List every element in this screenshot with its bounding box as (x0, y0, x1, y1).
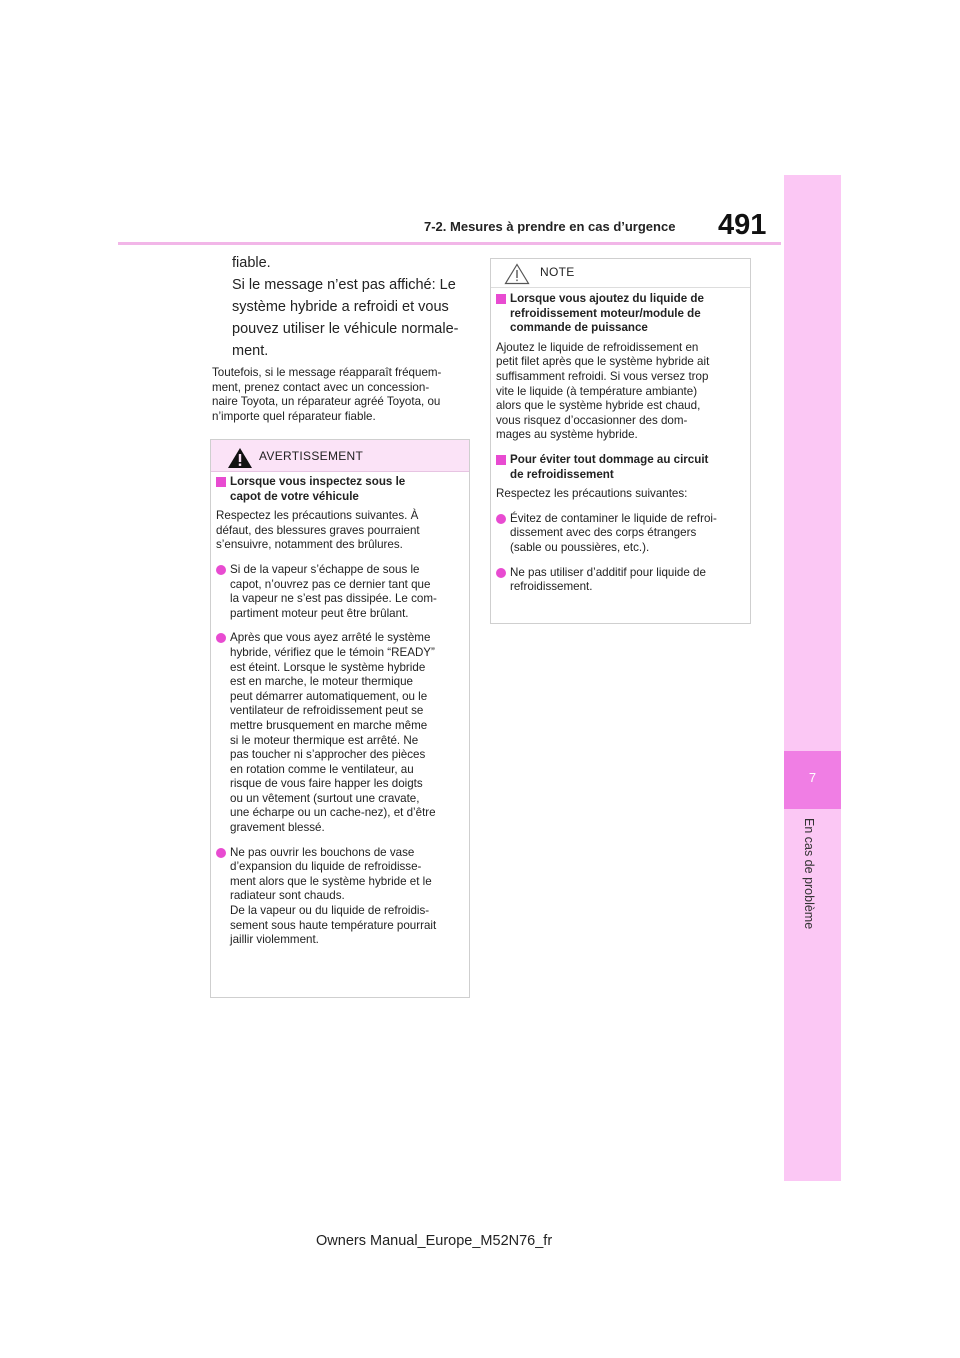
chapter-label-wrap (802, 818, 822, 948)
heading-line: capot de votre véhicule (230, 489, 359, 503)
bullet-line: risque de vous faire happer les doigts (230, 777, 423, 791)
round-bullet-icon (496, 568, 506, 578)
intro-line: système hybride a refroidi et vous (232, 299, 449, 315)
bullet-line: jaillir violemment. (230, 933, 319, 947)
text-line: Respectez les précautions suivantes. À (216, 509, 419, 523)
bullet-line: gravement blessé. (230, 821, 325, 835)
note-text (496, 341, 742, 443)
section-title: 7-2. Mesures à prendre en cas d’urgence (424, 219, 676, 234)
heading-line: Lorsque vous inspectez sous le (230, 475, 406, 488)
round-bullet-icon (216, 633, 226, 643)
warning-bullet-item (216, 563, 461, 621)
text-line: Respectez les précautions suivantes: (496, 487, 688, 501)
round-bullet-icon (496, 514, 506, 524)
round-bullet-icon (216, 565, 226, 575)
note-heading (496, 453, 742, 482)
warning-text (216, 509, 461, 553)
text-line: Ajoutez le liquide de refroidissement en (496, 340, 699, 354)
bullet-line: mettre brusquement en marche même (230, 718, 428, 732)
note-bullet-item (496, 512, 742, 556)
intro-line: ment. (232, 343, 269, 359)
paragraph-line: ment, prenez contact avec un concession- (212, 380, 430, 394)
bullet-line: capot, n’ouvrez pas ce dernier tant que (230, 577, 431, 591)
note-body (491, 292, 750, 605)
chapter-label: En cas de problème (802, 818, 816, 930)
bullet-line: ventilateur de refroidissement peut se (230, 704, 424, 718)
text-line: alors que le système hybride est chaud, (496, 399, 701, 413)
bullet-line: hybride, vérifiez que le témoin “READY” (230, 645, 435, 659)
bullet-line: Ne pas ouvrir les bouchons de vase (230, 845, 415, 859)
warning-bullet-item (216, 631, 461, 835)
warning-triangle-icon (227, 447, 253, 469)
bullet-line: radiateur sont chauds. (230, 889, 345, 903)
warning-body (211, 475, 469, 958)
bullet-line: partiment moteur peut être brûlant. (230, 606, 409, 620)
intro-text (232, 252, 472, 362)
warning-header (211, 440, 469, 472)
text-line: vite le liquide (à température ambiante) (496, 384, 698, 398)
chapter-marker[interactable] (784, 751, 841, 809)
intro-line: pouvez utiliser le véhicule normale- (232, 321, 459, 337)
square-bullet-icon (216, 477, 226, 487)
note-header (491, 259, 750, 288)
heading-line: commande de puissance (510, 321, 648, 335)
intro-line: Si le message n’est pas affiché: Le (232, 277, 456, 293)
bullet-line: Si de la vapeur s’échappe de sous le (230, 562, 420, 576)
intro-line: fiable. (232, 255, 271, 271)
note-bullet-item (496, 566, 742, 595)
bullet-line: d’expansion du liquide de refroidisse- (230, 860, 422, 874)
note-heading (496, 292, 742, 336)
warning-bullet-item (216, 846, 461, 948)
chapter-side-tab (784, 175, 841, 1181)
warning-title: AVERTISSEMENT (259, 449, 364, 463)
footer-text: Owners Manual_Europe_M52N76_fr (316, 1233, 553, 1249)
bullet-line: (sable ou poussières, etc.). (510, 540, 650, 554)
bullet-line: pas toucher ni s’approcher des pièces (230, 748, 426, 762)
bullet-line: dissement avec des corps étrangers (510, 526, 697, 540)
bullet-line: Évitez de contaminer le liquide de refroi- (510, 511, 717, 525)
bullet-line: Après que vous ayez arrêté le système (230, 631, 431, 645)
caution-triangle-icon (504, 263, 530, 285)
bullet-line: refroidissement. (510, 580, 593, 594)
page-number: 491 (718, 209, 767, 241)
heading-line: de refroidissement (510, 467, 614, 481)
heading-line: refroidissement moteur/module de (510, 306, 701, 320)
bullet-line: la vapeur ne s’est pas dissipée. Le com- (230, 592, 437, 606)
warning-box (210, 439, 470, 998)
bullet-line: si le moteur thermique est arrêté. Ne (230, 733, 419, 747)
bullet-line: sement sous haute température pourrait (230, 918, 437, 932)
round-bullet-icon (216, 848, 226, 858)
bullet-line: ment alors que le système hybride et le (230, 874, 432, 888)
paragraph-line: n’importe quel réparateur fiable. (212, 409, 376, 423)
text-line: s’ensuivre, notamment des brûlures. (216, 538, 403, 552)
heading-line: Lorsque vous ajoutez du liquide de (510, 292, 704, 305)
bullet-line: est en marche, le moteur thermique (230, 675, 414, 689)
heading-line: Pour éviter tout dommage au circuit (510, 452, 709, 466)
note-title: NOTE (540, 265, 575, 279)
bullet-line: De la vapeur ou du liquide de refroidis- (230, 904, 430, 918)
body-paragraph (212, 366, 468, 424)
bullet-line: est éteint. Lorsque le système hybride (230, 660, 426, 674)
text-line: vous risquez d’occasionner des dom- (496, 413, 688, 427)
text-line: défaut, des blessures graves pourraient (216, 523, 420, 537)
chapter-number: 7 (808, 770, 817, 785)
bullet-line: Ne pas utiliser d’additif pour liquide de (510, 565, 706, 579)
text-line: suffisamment refroidi. Si vous versez trop (496, 369, 709, 383)
warning-heading (216, 475, 461, 504)
header-rule (118, 242, 781, 245)
square-bullet-icon (496, 294, 506, 304)
note-text (496, 487, 742, 502)
bullet-line: peut démarrer automatiquement, ou le (230, 689, 428, 703)
note-box (490, 258, 751, 624)
text-line: mages au système hybride. (496, 428, 638, 442)
text-line: petit filet après que le système hybride ait (496, 355, 710, 369)
square-bullet-icon (496, 455, 506, 465)
bullet-line: ou un vêtement (surtout une cravate, (230, 791, 420, 805)
paragraph-line: Toutefois, si le message réapparaît fréquem- (212, 366, 442, 379)
bullet-line: une écharpe ou un cache-nez), et d’être (230, 806, 436, 820)
bullet-line: en rotation comme le ventilateur, au (230, 762, 414, 776)
paragraph-line: naire Toyota, un réparateur agréé Toyota, ou (212, 395, 441, 409)
